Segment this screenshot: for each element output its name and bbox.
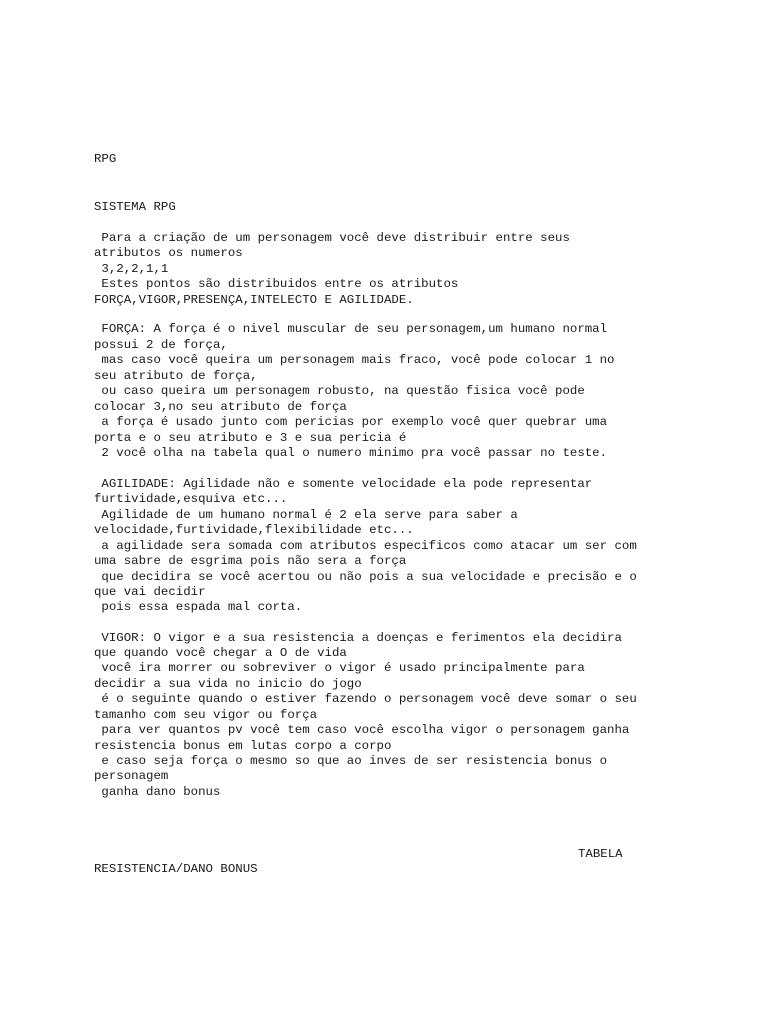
agilidade-line: que vai decidir: [94, 585, 206, 599]
intro-line: Estes pontos são distribuidos entre os atributos: [94, 277, 459, 291]
agilidade-line: AGILIDADE: Agilidade não e somente velocidade ela pode representar: [94, 477, 593, 491]
agilidade-line: furtividade,esquiva etc...: [94, 492, 288, 506]
vigor-line: VIGOR: O vigor e a sua resistencia a doenças e ferimentos ela decidira: [94, 631, 622, 645]
vigor-line: que quando você chegar a O de vida: [94, 646, 347, 660]
vigor-line: tamanho com seu vigor ou força: [94, 708, 318, 722]
forca-line: seu atributo de força,: [94, 369, 258, 383]
vigor-line: ganha dano bonus: [94, 785, 221, 799]
intro-line: 3,2,2,1,1: [94, 262, 169, 276]
forca-line: mas caso você queira um personagem mais fraco, você pode colocar 1 no: [94, 353, 615, 367]
forca-line: 2 você olha na tabela qual o numero minimo pra você passar no teste.: [94, 446, 608, 460]
agilidade-line: a agilidade sera somada com atributos especificos como atacar um ser com: [94, 539, 637, 553]
document-title: SISTEMA RPG: [94, 200, 176, 214]
forca-line: porta e o seu atributo e 3 e sua pericia é: [94, 431, 407, 445]
intro-line: FORÇA,VIGOR,PRESENÇA,INTELECTO E AGILIDADE.: [94, 293, 414, 307]
agilidade-line: velocidade,furtividade,flexibilidade etc...: [94, 523, 414, 537]
intro-line: atributos os numeros: [94, 246, 243, 260]
agilidade-line: uma sabre de esgrima pois não sera a força: [94, 554, 407, 568]
agilidade-line: Agilidade de um humano normal é 2 ela serve para saber a: [94, 508, 518, 522]
vigor-line: é o seguinte quando o estiver fazendo o personagem você deve somar o seu: [94, 692, 637, 706]
vigor-line: resistencia bonus em lutas corpo a corpo: [94, 739, 392, 753]
forca-line: FORÇA: A força é o nivel muscular de seu personagem,um humano normal: [94, 322, 608, 336]
vigor-line: decidir a sua vida no inicio do jogo: [94, 677, 362, 691]
intro-line: Para a criação de um personagem você deve distribuir entre seus: [94, 231, 570, 245]
table-subheading: RESISTENCIA/DANO BONUS: [94, 862, 258, 876]
vigor-line: para ver quantos pv você tem caso você escolha vigor o personagem ganha: [94, 723, 630, 737]
forca-line: a força é usado junto com pericias por exemplo você quer quebrar uma: [94, 415, 608, 429]
table-heading: TABELA: [578, 847, 623, 861]
forca-line: possui 2 de força,: [94, 338, 228, 352]
vigor-line: você ira morrer ou sobreviver o vigor é usado principalmente para: [94, 661, 585, 675]
agilidade-line: pois essa espada mal corta.: [94, 600, 303, 614]
forca-line: ou caso queira um personagem robusto, na questão fisica você pode: [94, 384, 585, 398]
agilidade-line: que decidira se você acertou ou não pois a sua velocidade e precisão e o: [94, 570, 637, 584]
vigor-line: personagem: [94, 769, 169, 783]
forca-line: colocar 3,no seu atributo de força: [94, 400, 347, 414]
document-header: RPG: [94, 152, 117, 166]
vigor-line: e caso seja força o mesmo so que ao inves de ser resistencia bonus o: [94, 754, 608, 768]
